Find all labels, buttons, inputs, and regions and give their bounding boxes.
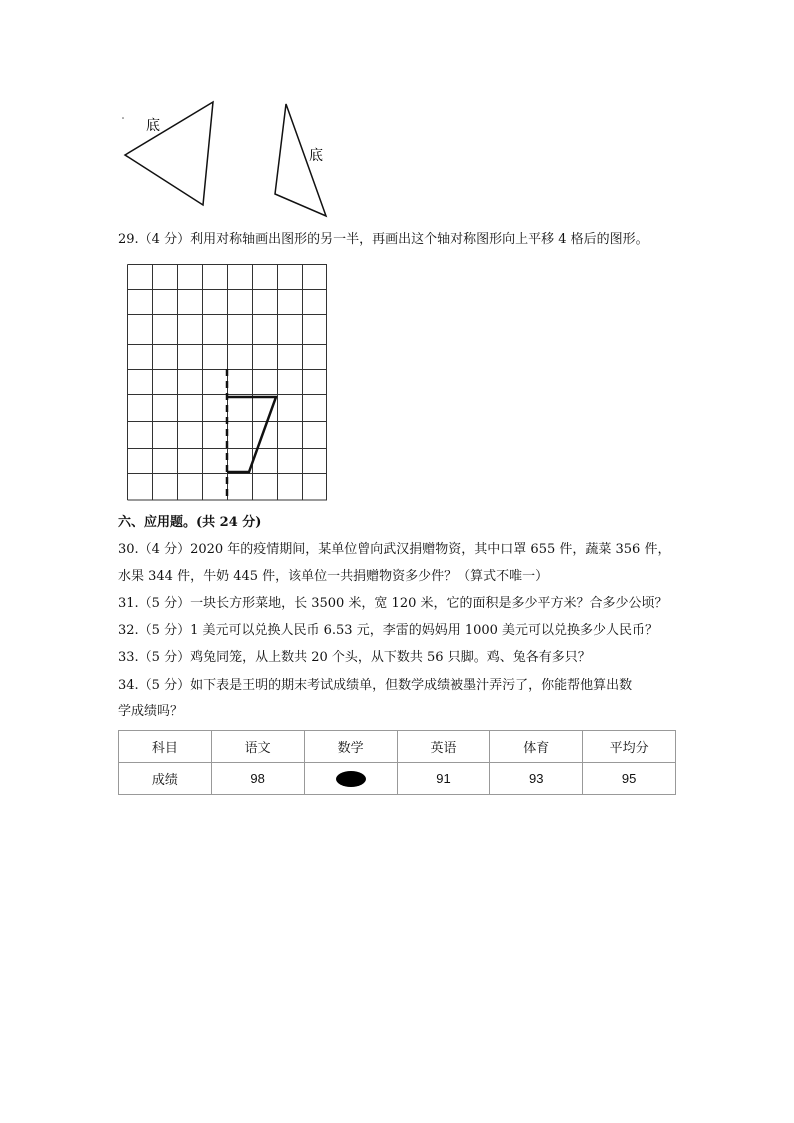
ink-blot-icon: [336, 771, 366, 787]
question-30-line-1: 30.（4 分）2020 年的疫情期间，某单位曾向武汉捐赠物资，其中口罩 655 件，蔬菜 356 件，: [118, 542, 671, 557]
header-cell: 科目: [119, 731, 212, 763]
question-33: 33.（5 分）鸡兔同笼，从上数共 20 个头，从下数共 56 只脚。鸡、兔各有多只？: [118, 650, 591, 665]
question-34-line-2: 学成绩吗？: [118, 704, 184, 719]
half-figure: [227, 397, 276, 472]
average-score-cell: 95: [583, 763, 676, 795]
chinese-score-cell: 98: [211, 763, 304, 795]
section-6-title: 六、应用题。(共 24 分): [118, 515, 262, 530]
triangle-left: [125, 102, 213, 205]
score-table: [118, 730, 676, 795]
question-31: 31.（5 分）一块长方形菜地，长 3500 米，宽 120 米，它的面积是多少平方米？合多少公顷？: [118, 596, 668, 611]
header-cell: 数学: [304, 731, 397, 763]
header-cell: 平均分: [583, 731, 676, 763]
english-score-cell: 91: [397, 763, 490, 795]
table-row: [119, 763, 676, 795]
row-label-cell: 成绩: [119, 763, 212, 795]
symmetry-grid: [127, 264, 329, 504]
header-cell: 体育: [490, 731, 583, 763]
question-30-line-2: 水果 344 件，牛奶 445 件，该单位一共捐赠物资多少件？（算式不唯一）: [118, 569, 549, 584]
base-label-right: 底: [309, 148, 323, 164]
question-34-line-1: 34.（5 分）如下表是王明的期末考试成绩单，但数学成绩被墨汁弄污了，你能帮他算出数: [118, 678, 633, 693]
triangle-figures: [0, 0, 794, 230]
question-29: 29.（4 分）利用对称轴画出图形的另一半，再画出这个轴对称图形向上平移 4 格后的图形。: [118, 232, 649, 247]
math-score-cell: [304, 763, 397, 795]
base-label-left: 底: [146, 118, 160, 134]
table-header-row: [119, 731, 676, 763]
question-32: 32.（5 分）1 美元可以兑换人民币 6.53 元，李雷的妈妈用 1000 美元可以兑换多少人民币？: [118, 623, 659, 638]
pe-score-cell: 93: [490, 763, 583, 795]
header-cell: 英语: [397, 731, 490, 763]
header-cell: 语文: [211, 731, 304, 763]
